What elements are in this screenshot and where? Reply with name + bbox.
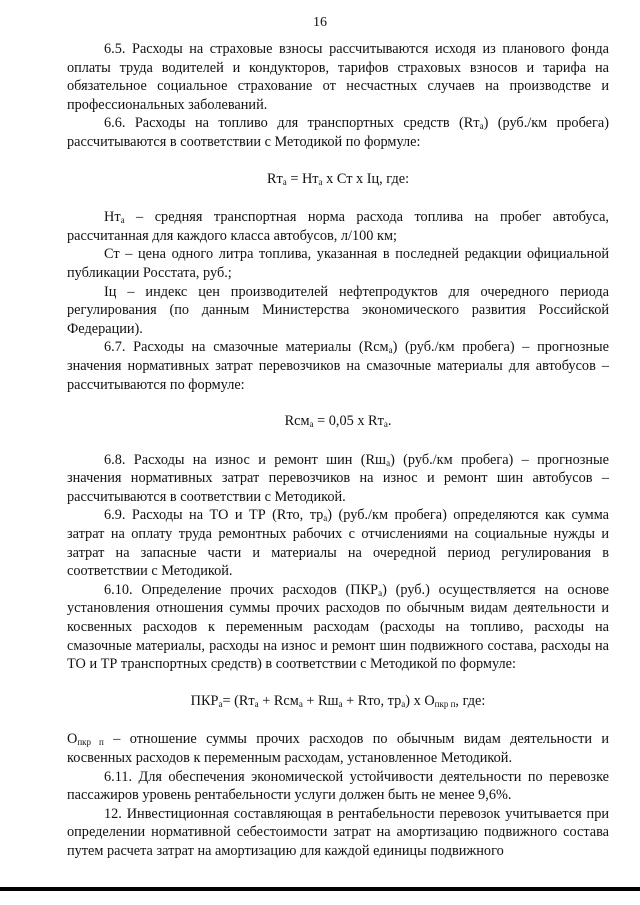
paragraph-6-7: 6.7. Расходы на смазочные материалы (Rсм$_а$) (руб./км пробега) – прогнозные значения нормативных затрат перевозчиков на смазочные материалы для автобусов – рассчитываются по формуле: bbox=[67, 339, 609, 393]
paragraph-6-10: 6.10. Определение прочих расходов $(ПКР_а)$ (руб.) осуществляется на основе установления отношения суммы прочих расходов по обычным видам деятельности и косвенных расходов к переменным расходам (расходы на топливо, расходы на смазочные материалы, расходы на износ и ремонт шин подвижного состава, расходы на ТО и ТР транспортных средств) в соответствии с Методикой по формуле: bbox=[67, 581, 609, 673]
page-number: 16 bbox=[313, 15, 327, 30]
document-body bbox=[67, 40, 609, 861]
definition-ic: Iц – индекс цен производителей нефтепродуктов для очередного периода регулирования (по данным Министерства экономического развития Российской Федерации). bbox=[67, 283, 609, 337]
paragraph-6-6: 6.6. Расходы на топливо для транспортных средств $(Rт_а)$ (руб./км пробега) рассчитываются в соответствии с Методикой по формуле: bbox=[67, 115, 609, 150]
definition-nt: $Нт_а$ – средняя транспортная норма расхода топлива на пробег автобуса, рассчитанная для каждого класса автобусов, л/100 км; bbox=[67, 209, 609, 244]
bottom-scan-border bbox=[0, 887, 640, 891]
paragraph-12: 12. Инвестиционная составляющая в рентабельности перевозок учитывается при определении нормативной себестоимости затрат на амортизацию подвижного состава путем расчета затрат на амортизацию для каждой единицы подвижного bbox=[67, 805, 609, 859]
paragraph-6-9: 6.9. Расходы на ТО и ТР (Rто, $тр_а$) (руб./км пробега) определяются как сумма затрат на оплату труда ремонтных рабочих с отчислениями на социальные нужды и затрат на запасные части и материалы на очередной период регулирования в соответствии с Методикой. bbox=[67, 507, 609, 580]
formula-fuel: $Rт_а = Нт_а$ х Ст х Iц, где: bbox=[266, 170, 410, 187]
definition-o: $О_{пкр п}$ – отношение суммы прочих расходов по обычным видам деятельности и косвенных расходов к переменным расходам, установленное Методикой. bbox=[67, 731, 609, 766]
paragraph-6-5: 6.5. Расходы на страховые взносы рассчитываются исходя из планового фонда оплаты труда водителей и кондукторов, тарифов страховых взносов и тарифа на обязательное социальное страхование от несчастных случаев на производстве и профессиональных заболеваний. bbox=[67, 41, 609, 113]
formula-other-costs: $ПКР_а= (Rт_а + Rсм_а + Rш_а$ + Rто, $тр_а$) х $О_{пкр п}$, где: bbox=[190, 692, 486, 709]
paragraph-6-11: 6.11. Для обеспечения экономической устойчивости деятельности по перевозке пассажиров уровень рентабельности услуги должен быть не менее 9,6%. bbox=[67, 768, 609, 804]
formula-lubricants: Rсм$_а$ = 0,05 х $Rт_а$. bbox=[284, 413, 392, 430]
definition-st: Ст – цена одного литра топлива, указанная в последней редакции официальной публикации Росстата, руб.; bbox=[67, 246, 609, 281]
paragraph-6-8: 6.8. Расходы на износ и ремонт шин $(Rш_а)$ (руб./км пробега) – прогнозные значения нормативных затрат перевозчиков на износ и ремонт шин автобусов – рассчитываются в соответствии с Методикой. bbox=[67, 451, 609, 505]
